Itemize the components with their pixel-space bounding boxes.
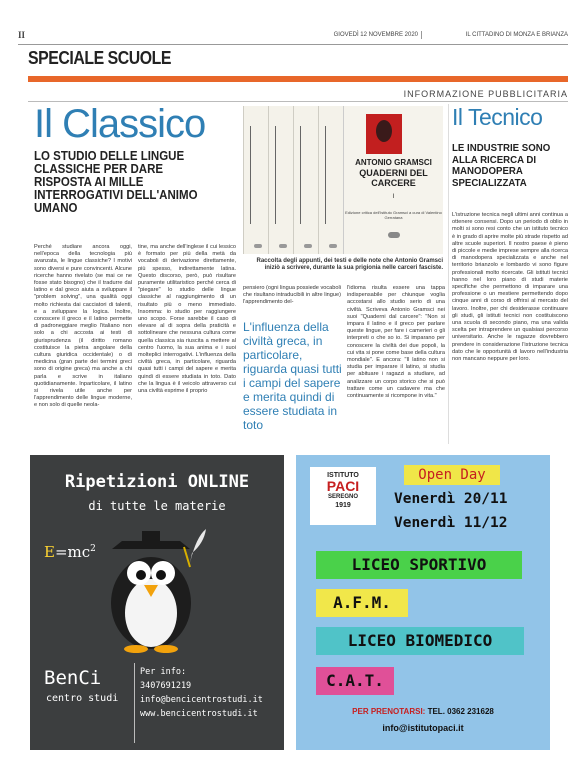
benci-ad[interactable] xyxy=(30,455,284,750)
classico-column-4: l'idioma risulta essere una tappa indispensabile per chiunque voglia accostarsi allo studio serio di una civiltà. Scriveva Antonio Gramsci nei suoi "Quaderni dal carcere": "Non si impara il latino e il greco per parlare queste lingue, per fare i camerieri o gli interpreti o che so io. Si imparano per conoscere la civiltà dei due popoli, la cui vita si pone come base della cultura mondiale". E ancora: "Il latino non si studia per imparare il latino, si studia per abituare i ragazzi a studiare, ad analizzare un corpo storico che si può trattare come un cadavere ma che continuamente si ricompone in vita." xyxy=(347,285,445,400)
tecnico-body: L'istruzione tecnica negli ultimi anni continua a ottenere consensi. Dopo un periodo di oblio in molti si sono resi conto che un istituto tecnico è in grado di aprire molte più strade rispetto ad altre scuole superiori. Il nostro paese è pieno di piccole e medie imprese sempre alla ricerca di manodopera specializzata e anche nel territorio brianzolo e lombardo vi sono figure professionali molto ricercate. Gli istituti tecnici hanno nel loro piano di studi materie specifiche che permettono di imparare una professione o un mestiere permettendo dopo cinque anni di corso di offrirsi al mercato del lavoro. Inoltre, per chi desiderasse continuare gli studi, gli istituti tecnici non costituiscono una scuola di secondo piano, ma una valida scelta per intraprendere un qualsiasi percorso universitario. Anche le ragazze dovrebbero prendere in considerazione l'istruzione tecnica dato che le opportunità di lavoro nell'industria non mancano neppure per loro. xyxy=(452,212,568,363)
paci-logo xyxy=(310,467,376,525)
program-liceo-sportivo: LICEO SPORTIVO xyxy=(316,551,522,579)
benci-ad-subtitle: di tutte le materie xyxy=(88,499,226,513)
benci-contacts xyxy=(140,665,263,721)
program-cat: C.A.T. xyxy=(316,667,394,695)
classico-headline: Il Classico xyxy=(34,102,206,146)
logo-istituto: ISTITUTO xyxy=(327,472,359,479)
benci-brand: BenCi xyxy=(44,667,102,689)
book-spine xyxy=(243,106,268,254)
formula-text: $E=mc^2$ xyxy=(44,543,96,561)
open-day-date-2: Venerdì 11/12 xyxy=(394,515,508,531)
header-separator xyxy=(421,31,422,39)
header-rule xyxy=(18,44,568,45)
column-divider xyxy=(448,104,449,444)
book-spine xyxy=(268,106,293,254)
cover-volume: I xyxy=(392,194,395,200)
advertising-notice: INFORMAZIONE PUBBLICITARIA xyxy=(403,89,568,99)
book-cover xyxy=(343,106,443,254)
pull-quote: L'influenza della civiltà greca, in particolare, riguarda quasi tutti i campi del sapere e merita quindi di essere studiata in toto xyxy=(243,320,342,432)
books-photo xyxy=(243,106,443,254)
logo-year: 1919 xyxy=(335,502,351,509)
paci-ad[interactable] xyxy=(296,455,550,750)
cover-edition: Edizione critica dell'Istituto Gramsci a cura di Valentino Gerratana xyxy=(345,210,442,220)
cover-title: QUADERNI DEL CARCERE xyxy=(359,168,428,188)
classico-column-2: tine, ma anche dell'inglese il cui lessico è formato per più della metà da vocaboli di derivazione direttamente, più spesso, indirettamente latina. Questo discorso, però, può risultare puramente utilitaristico perché cerca di "piegare" lo studio delle lingue classiche al raggiungimento di un risultato più o meno immediato. Insomma: io studio per raggiungere uno scopo. Forse sarebbe il caso di elevare al di sopra della praticità e sottolineare che nessuna cultura come quella classica sia riuscita a mettere al centro l'uomo, la sua anima e i suoi molteplici interrogativi. L'influenza della civiltà greca, in particolare, riguarda quasi tutti i campi del sapere e merita quindi di essere studiata in toto. Dato che la lingua è il veicolo attraverso cui una civiltà esprime il proprio xyxy=(138,244,236,395)
paci-phone[interactable]: TEL. 0362 231628 xyxy=(427,707,494,716)
page-header xyxy=(18,30,568,42)
book-spine xyxy=(293,106,318,254)
book-spine xyxy=(318,106,343,254)
program-afm: A.F.M. xyxy=(316,589,408,617)
open-day-date-1: Venerdì 20/11 xyxy=(394,491,508,507)
cover-author: ANTONIO GRAMSCI xyxy=(355,158,432,167)
issue-date: GIOVEDÌ 12 NOVEMBRE 2020 xyxy=(333,32,418,38)
newspaper-name: IL CITTADINO DI MONZA E BRIANZA xyxy=(465,32,568,38)
benci-brand-sub: centro studi xyxy=(46,693,119,704)
benci-email-link[interactable]: info@bencicentrostudi.it xyxy=(140,695,263,705)
booking-line: PER PRENOTARSI: TEL. 0362 231628 xyxy=(352,707,494,716)
portrait-image xyxy=(366,114,402,154)
logo-city: SEREGNO xyxy=(327,494,358,500)
accent-bar xyxy=(28,76,568,82)
publisher-logo xyxy=(388,232,400,238)
logo-name: PACI xyxy=(326,478,360,494)
section-title: SPECIALE SCUOLE xyxy=(28,48,172,68)
tecnico-headline: Il Tecnico xyxy=(452,104,543,130)
benci-website-link[interactable]: www.bencicentrostudi.it xyxy=(140,709,258,719)
ad-divider xyxy=(134,663,135,743)
photo-caption: Raccolta degli appunti, dei testi e delle note che Antonio Gramsci iniziò a scrivere, durante la sua prigionia nelle carceri fasciste. xyxy=(256,258,443,271)
benci-phone[interactable]: 3407691219 xyxy=(140,681,192,691)
penguin-mascot-icon xyxy=(92,523,210,653)
tecnico-subheadline: LE INDUSTRIE SONO ALLA RICERCA DI MANODOPERA SPECIALIZZATA xyxy=(452,142,551,189)
program-liceo-biomedico: LICEO BIOMEDICO xyxy=(316,627,524,655)
open-day-label: Open Day xyxy=(404,465,500,485)
classico-column-1: Perché studiare ancora oggi, nell'epoca della tecnologia più avanzata, le lingue classiche? I motivi sono diversi e pure convincenti. Alcune ricerche hanno rivelato (se mai ce ne fosse stato bisogno) che il tradurre dal latino e dal greco aiuta a sviluppare il "problem solving", una qualità oggi molto richiesta dai cacciatori di talenti, e a sviluppare la logica. Inoltre, conoscere il greco e il latino permette di padroneggiare meglio l'italiano non solo a chi accosta ai testi di giurisprudenza (il diritto romano costituisce la pietra angolare della cultura giuridica occidentale) o di medicina (gran parte dei termini greci sono di origine greca) ma anche a chi parla e scrive in italiano quotidianamente. Inparticolare, il latino si rivela utile anche per l'apprendimento delle lingue moderne, e non solo di quelle neola- xyxy=(34,244,132,409)
page-number: II xyxy=(18,30,26,40)
classico-subheadline: LO STUDIO DELLE LINGUE CLASSICHE PER DARE RISPOSTA AI MILLE INTERROGATIVI DELL'ANIMO UMANO xyxy=(34,149,198,215)
paci-email-link[interactable]: info@istitutopaci.it xyxy=(382,723,464,733)
info-label: Per info: xyxy=(140,667,187,677)
classico-column-3: pensiero (ogni lingua possiede vocaboli che risultano intraducibili in altre lingue) l'apprendimento del- xyxy=(243,285,341,306)
benci-ad-title: Ripetizioni ONLINE xyxy=(64,472,250,492)
